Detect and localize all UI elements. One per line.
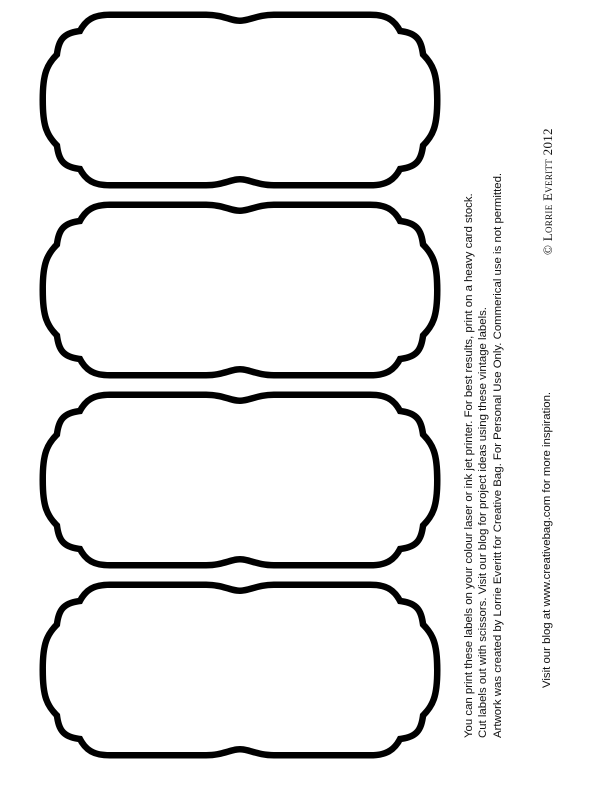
label-frame-3 <box>46 398 434 562</box>
copyright-symbol: © <box>540 244 555 255</box>
instruction-line-3: Artwork was created by Lorrie Everitt for Creative Bag. For Personal Use Only. Commerical use is not permitted. <box>491 172 504 738</box>
label-frame-4 <box>46 588 434 752</box>
instruction-line-2: Cut labels out with scissors. Visit our blog for project ideas using these vintage labels. <box>477 307 490 738</box>
label-frame-blank-area <box>46 398 434 562</box>
label-frame-2 <box>46 208 434 372</box>
label-frame-blank-area <box>46 588 434 752</box>
copyright-year: 2012 <box>540 128 555 156</box>
blog-promo: Visit our blog at www.creativebag.com for more inspiration. <box>541 391 553 688</box>
label-frame-blank-area <box>46 18 434 182</box>
copyright-name: Lorrie Everitt <box>540 158 555 242</box>
copyright-notice <box>541 128 555 255</box>
instruction-line-1: You can print these labels on your colour laser or ink jet printer. For best results, print on a heavy card stock. <box>463 193 475 738</box>
label-frame-blank-area <box>46 208 434 372</box>
printing-instructions <box>462 173 505 738</box>
label-frame-1 <box>46 18 434 182</box>
